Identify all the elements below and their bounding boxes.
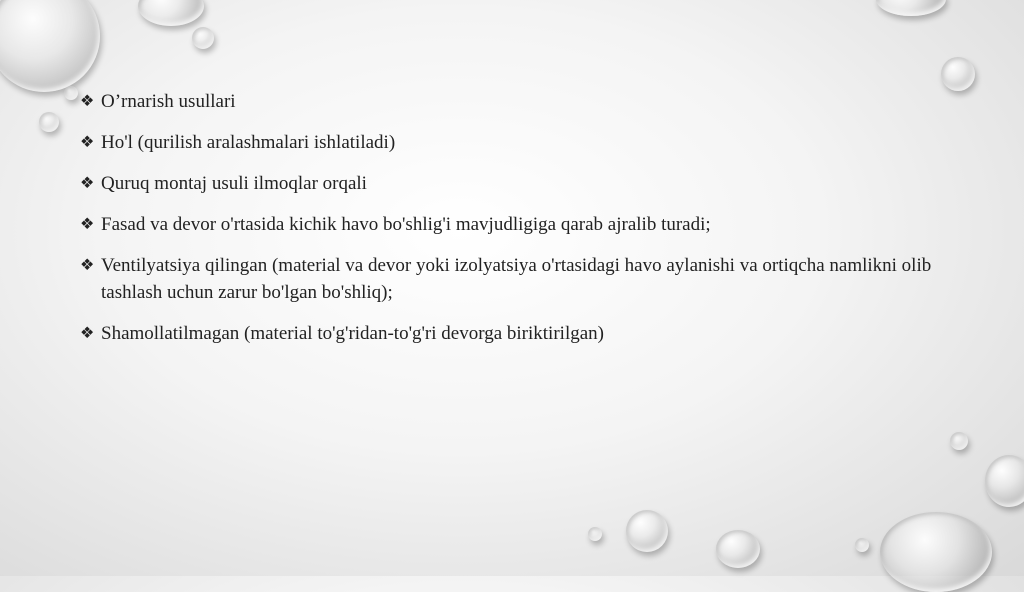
four-diamond-bullet-icon: ❖ [80, 257, 95, 274]
water-drop-decoration [64, 86, 78, 100]
water-drop-decoration [941, 57, 975, 91]
water-drop-decoration [0, 0, 100, 92]
list-item [80, 320, 960, 347]
list-item [80, 211, 960, 238]
list-item-text: Quruq montaj usuli ilmoqlar orqali [101, 173, 367, 194]
list-item-text: Shamollatilmagan (material to'g'ridan-to'g'ri devorga biriktirilgan) [101, 323, 604, 344]
water-drop-decoration [588, 527, 602, 541]
water-drop-decoration [950, 432, 968, 450]
water-drop-decoration [39, 112, 59, 132]
four-diamond-bullet-icon: ❖ [80, 216, 95, 233]
list-item-text: O’rnarish usullari [101, 91, 236, 112]
four-diamond-bullet-icon: ❖ [80, 93, 95, 110]
bullet-list [80, 88, 960, 361]
list-item [80, 252, 960, 306]
water-drop-decoration [985, 455, 1024, 507]
water-drop-decoration [880, 512, 992, 592]
list-item [80, 129, 960, 156]
list-item-text: Ho'l (qurilish aralashmalari ishlatiladi) [101, 132, 396, 153]
water-drop-decoration [876, 0, 946, 16]
water-drop-decoration [855, 538, 869, 552]
water-drop-decoration [626, 510, 668, 552]
four-diamond-bullet-icon: ❖ [80, 325, 95, 342]
water-drop-decoration [716, 530, 760, 568]
four-diamond-bullet-icon: ❖ [80, 175, 95, 192]
list-item-text: Fasad va devor o'rtasida kichik havo bo'shlig'i mavjudligiga qarab ajralib turadi; [101, 214, 711, 235]
list-item-text: Ventilyatsiya qilingan (material va devor yoki izolyatsiya o'rtasidagi havo aylanishi va ortiqcha namlikni olib tashlash uchun zarur bo'lgan bo'shliq); [101, 255, 932, 303]
water-drop-decoration [192, 27, 214, 49]
water-drop-decoration [138, 0, 204, 26]
list-item [80, 88, 960, 115]
four-diamond-bullet-icon: ❖ [80, 134, 95, 151]
list-item [80, 170, 960, 197]
